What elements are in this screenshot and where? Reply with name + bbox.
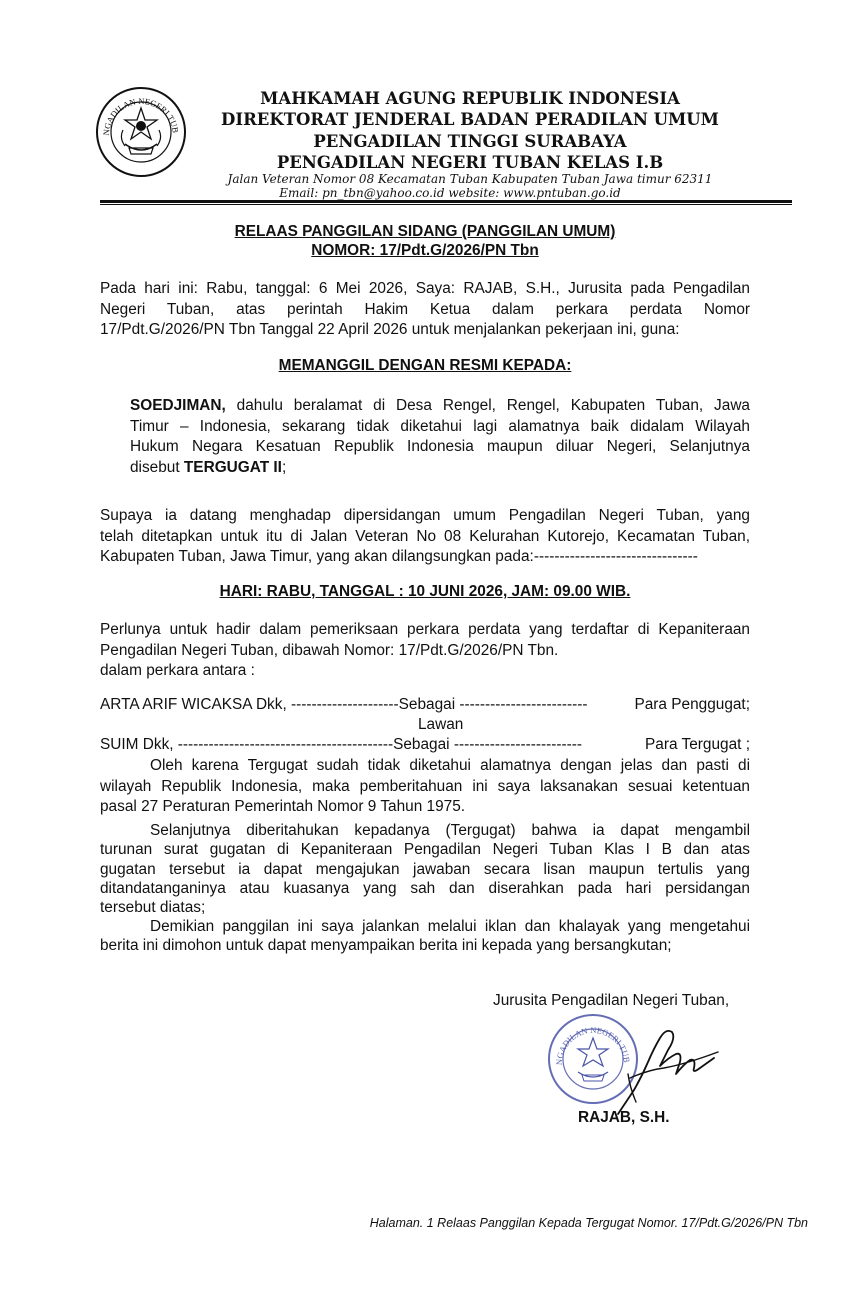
svg-text:PENGADILAN NEGERI TUBAN: NGADILAN NEGERI TUB: [553, 1024, 633, 1066]
header-contact: Email: pn_tbn@yahoo.co.id website: www.pntuban.go.id: [279, 186, 621, 200]
party-name: SOEDJIMAN,: [130, 397, 226, 414]
para2-line: gugatan tersebut ia dapat mengajukan jawaban secara lisan maupun tertulis yang: [100, 860, 750, 878]
plaintiff-left: ARTA ARIF WICAKSA Dkk, ---------------------Sebagai -------------------------: [100, 696, 588, 713]
signatory-name: RAJAB, S.H.: [578, 1109, 670, 1126]
document-number: NOMOR: 17/Pdt.G/2026/PN Tbn: [311, 242, 539, 259]
defendant-right: Para Tergugat ;: [641, 736, 750, 754]
header-rule-thick: [100, 200, 792, 203]
purpose-line: dalam perkara antara :: [100, 662, 255, 679]
versus-label: Lawan: [418, 716, 464, 733]
party-line: disebut: [130, 458, 184, 476]
appear-line: Kabupaten Tuban, Jawa Timur, yang akan dilangsungkan pada:--------------------------------: [100, 548, 698, 565]
para3-line: berita ini dimohon untuk dapat menyampaikan berita ini kepada yang bersangkutan;: [100, 937, 672, 955]
document-title: RELAAS PANGGILAN SIDANG (PANGGILAN UMUM): [234, 223, 616, 240]
notice-paragraph-3: [100, 917, 750, 956]
intro-line: Negeri Tuban, atas perintah Hakim Ketua dalam perkara perdata Nomor: [100, 300, 750, 318]
para2-line: tersebut diatas;: [100, 899, 206, 917]
party-line: Hukum Negara Kesatuan Republik Indonesia maupun diluar Negeri, Selanjutnya: [130, 438, 750, 455]
notice-paragraph-1: [100, 756, 750, 818]
defendant-row: [100, 736, 750, 754]
party-role: TERGUGAT II: [183, 458, 282, 476]
para2-line: Selanjutnya diberitahukan kepadanya (Tergugat) bahwa ia dapat mengambil: [150, 822, 750, 839]
header-line-3: PENGADILAN TINGGI SURABAYA: [313, 132, 627, 151]
party-line: dahulu beralamat di Desa Rengel, Rengel, Kabupaten Tuban, Jawa: [225, 397, 750, 414]
para1-line: wilayah Republik Indonesia, maka pemberitahuan ini saya laksanakan sesuai ketentuan: [100, 777, 750, 795]
hearing-schedule: HARI: RABU, TANGGAL : 10 JUNI 2026, JAM: 09.00 WIB.: [219, 583, 631, 600]
intro-line: 17/Pdt.G/2026/PN Tbn Tanggal 22 April 2026 untuk menjalankan pekerjaan ini, guna:: [100, 321, 680, 338]
party-paragraph: [130, 396, 750, 478]
para1-line: Oleh karena Tergugat sudah tidak diketahui alamatnya dengan jelas dan pasti di: [150, 757, 750, 774]
purpose-line: Perlunya untuk hadir dalam pemeriksaan perkara perdata yang terdaftar di Kepaniteraan: [100, 621, 750, 638]
intro-line: Pada hari ini: Rabu, tanggal: 6 Mei 2026, Saya: RAJAB, S.H., Jurusita pada Pengadilan: [100, 280, 750, 297]
para1-line: pasal 27 Peraturan Pemerintah Nomor 9 Tahun 1975.: [100, 798, 466, 815]
appear-line: telah ditetapkan untuk itu di Jalan Veteran No 08 Kelurahan Kutorejo, Kecamatan Tuban,: [100, 527, 750, 545]
header-line-2: DIREKTORAT JENDERAL BADAN PERADILAN UMUM: [221, 110, 719, 129]
party-line-end: ;: [281, 458, 287, 476]
appear-line: Supaya ia datang menghadap dipersidangan umum Pengadilan Negeri Tuban, yang: [100, 507, 750, 524]
svg-text:PENGADILAN NEGERI TUBAN: NGADILAN NEGERI TUB: [100, 95, 181, 136]
party-line: Timur – Indonesia, sekarang tidak diketahui lagi alamatnya baik didalam Wilayah: [130, 417, 750, 435]
header-rule-thin: [100, 204, 792, 205]
header-line-1: MAHKAMAH AGUNG REPUBLIK INDONESIA: [260, 89, 680, 108]
appear-paragraph: [100, 506, 750, 568]
signature-office: Jurusita Pengadilan Negeri Tuban,: [493, 992, 730, 1009]
purpose-line: Pengadilan Negeri Tuban, dibawah Nomor: 17/Pdt.G/2026/PN Tbn.: [100, 641, 559, 659]
plaintiff-right: Para Penggugat;: [630, 696, 750, 714]
para3-line: Demikian panggilan ini saya jalankan melalui iklan dan khalayak yang mengetahui: [150, 918, 750, 935]
notice-paragraph-2: [100, 821, 750, 917]
defendant-left: SUIM Dkk, ------------------------------------------Sebagai -------------------------: [100, 736, 582, 753]
page-footer: Halaman. 1 Relaas Panggilan Kepada Tergugat Nomor. 17/Pdt.G/2026/PN Tbn: [369, 1216, 808, 1230]
para2-line: turunan surat gugatan di Kepaniteraan Pengadilan Negeri Tuban Klas I B dan atas: [100, 841, 750, 859]
purpose-paragraph: [100, 620, 750, 682]
intro-paragraph: [100, 279, 750, 341]
header-line-4: PENGADILAN NEGERI TUBAN KELAS I.B: [276, 153, 664, 172]
para2-line: ditandatanganinya atau kuasanya yang sah dan diserahkan pada hari persidangan: [100, 879, 750, 897]
plaintiff-row: [100, 696, 750, 714]
summon-heading: MEMANGGIL DENGAN RESMI KEPADA:: [278, 357, 572, 374]
header-address: Jalan Veteran Nomor 08 Kecamatan Tuban Kabupaten Tuban Jawa timur 62311: [227, 172, 713, 186]
